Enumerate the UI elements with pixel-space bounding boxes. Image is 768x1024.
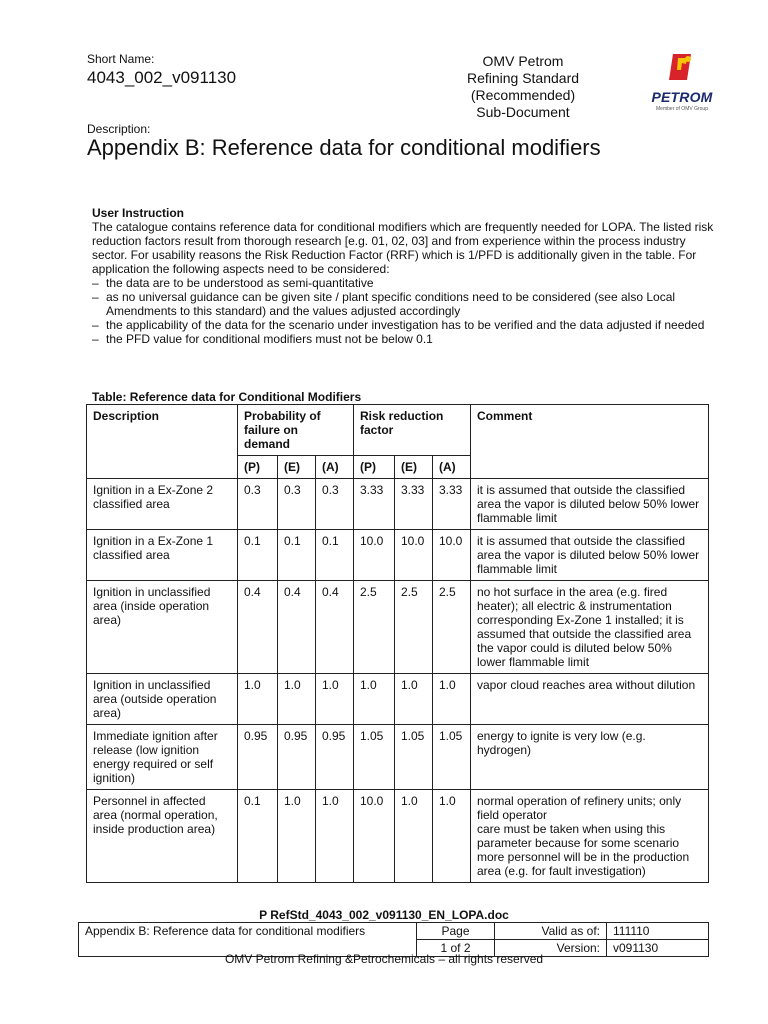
footer-valid-value: 111110 bbox=[607, 923, 709, 940]
footer-title: Appendix B: Reference data for conditional modifiers bbox=[79, 923, 417, 957]
cell-pfd-e: 0.1 bbox=[278, 530, 316, 581]
cell-description: Personnel in affected area (normal operation, inside production area) bbox=[87, 790, 238, 883]
comment-line: care must be taken when using this parameter because for some scenario more personnel will be in the production area (e.g. for fault investigation) bbox=[477, 822, 690, 878]
user-instruction bbox=[92, 206, 714, 346]
cell-rrf-p: 10.0 bbox=[354, 790, 395, 883]
header-pfd: Probability of failure on demand bbox=[238, 405, 354, 456]
cell-pfd-e: 1.0 bbox=[278, 790, 316, 883]
table-row bbox=[87, 725, 709, 790]
cell-pfd-a: 1.0 bbox=[316, 790, 354, 883]
footer-document-name: P RefStd_4043_002_v091130_EN_LOPA.doc bbox=[259, 908, 509, 922]
cell-rrf-p: 2.5 bbox=[354, 581, 395, 674]
org-line: Sub-Document bbox=[476, 104, 570, 120]
footer-page-value: 1 of 2 bbox=[417, 940, 495, 957]
table-row bbox=[87, 581, 709, 674]
cell-pfd-a: 0.4 bbox=[316, 581, 354, 674]
subheader-cell: (E) bbox=[278, 456, 316, 479]
table-row bbox=[87, 674, 709, 725]
cell-comment: vapor cloud reaches area without dilution bbox=[471, 674, 709, 725]
subheader-cell: (E) bbox=[395, 456, 433, 479]
org-line: (Recommended) bbox=[470, 87, 576, 103]
cell-pfd-e: 1.0 bbox=[278, 674, 316, 725]
table-row bbox=[87, 790, 709, 883]
cell-description: Immediate ignition after release (low ignition energy required or self ignition) bbox=[87, 725, 238, 790]
cell-comment bbox=[471, 790, 709, 883]
table-row bbox=[87, 479, 709, 530]
table-header-row bbox=[87, 405, 709, 456]
cell-description: Ignition in unclassified area (inside operation area) bbox=[87, 581, 238, 674]
cell-pfd-p: 0.1 bbox=[238, 530, 278, 581]
subheader-cell: (P) bbox=[238, 456, 278, 479]
cell-rrf-a: 3.33 bbox=[433, 479, 471, 530]
instruction-paragraph: The catalogue contains reference data for conditional modifiers which are frequently needed for LOPA. The listed risk reduction factors result from thorough research [e.g. 01, 02, 03] and from experience within the process industry sector. For usability reasons the Risk Reduction Factor (RRF) which is 1/PFD is additionally given in the table. For application the following aspects need to be considered: bbox=[92, 220, 714, 276]
header-rrf: Risk reduction factor bbox=[354, 405, 471, 456]
petrom-logo-icon bbox=[651, 50, 713, 84]
cell-rrf-a: 2.5 bbox=[433, 581, 471, 674]
footer-rights: OMV Petrom Refining &Petrochemicals – all rights reserved bbox=[224, 952, 544, 966]
cell-pfd-a: 0.1 bbox=[316, 530, 354, 581]
footer-page-label: Page bbox=[417, 923, 495, 940]
cell-rrf-e: 3.33 bbox=[395, 479, 433, 530]
org-line: OMV Petrom bbox=[482, 53, 564, 69]
cell-pfd-p: 0.4 bbox=[238, 581, 278, 674]
header-comment: Comment bbox=[471, 405, 709, 479]
instruction-title: User Instruction bbox=[92, 206, 185, 220]
cell-pfd-e: 0.3 bbox=[278, 479, 316, 530]
footer-version-label: Version: bbox=[495, 940, 607, 957]
cell-rrf-a: 10.0 bbox=[433, 530, 471, 581]
short-name-label: Short Name: bbox=[87, 52, 155, 66]
org-block bbox=[430, 53, 616, 121]
subheader-cell: (A) bbox=[316, 456, 354, 479]
org-line: Refining Standard bbox=[466, 70, 580, 86]
page-title: Appendix B: Reference data for conditional modifiers bbox=[87, 135, 601, 160]
cell-comment: it is assumed that outside the classified area the vapor is diluted below 50% lower flammable limit bbox=[471, 479, 709, 530]
cell-rrf-e: 1.0 bbox=[395, 674, 433, 725]
table-row bbox=[87, 530, 709, 581]
cell-rrf-a: 1.0 bbox=[433, 674, 471, 725]
cell-rrf-a: 1.05 bbox=[433, 725, 471, 790]
cell-pfd-a: 1.0 bbox=[316, 674, 354, 725]
cell-rrf-p: 3.33 bbox=[354, 479, 395, 530]
cell-comment: it is assumed that outside the classified area the vapor is diluted below 50% lower flammable limit bbox=[471, 530, 709, 581]
reference-table bbox=[86, 404, 709, 883]
description-label: Description: bbox=[87, 122, 151, 136]
cell-pfd-p: 0.3 bbox=[238, 479, 278, 530]
cell-rrf-a: 1.0 bbox=[433, 790, 471, 883]
cell-rrf-e: 1.05 bbox=[395, 725, 433, 790]
list-item: – the PFD value for conditional modifiers must not be below 0.1 bbox=[92, 332, 714, 346]
list-item: – as no universal guidance can be given site / plant specific conditions need to be considered (see also Local Amendments to this standard) and the values adjusted accordingly bbox=[92, 290, 714, 318]
comment-line: normal operation of refinery units; only field operator bbox=[477, 794, 682, 822]
cell-rrf-p: 1.05 bbox=[354, 725, 395, 790]
cell-pfd-p: 0.1 bbox=[238, 790, 278, 883]
cell-pfd-a: 0.95 bbox=[316, 725, 354, 790]
short-name-value: 4043_002_v091130 bbox=[87, 68, 237, 87]
cell-comment: no hot surface in the area (e.g. fired heater); all electric & instrumentation corresponding Ex-Zone 1 installed; it is assumed that outside the classified area the vapor could is diluted below 50% lower flammable limit bbox=[471, 581, 709, 674]
cell-pfd-p: 0.95 bbox=[238, 725, 278, 790]
list-item: – the data are to be understood as semi-quantitative bbox=[92, 276, 714, 290]
cell-rrf-p: 1.0 bbox=[354, 674, 395, 725]
instruction-bullets bbox=[92, 276, 714, 346]
cell-rrf-e: 2.5 bbox=[395, 581, 433, 674]
cell-rrf-e: 1.0 bbox=[395, 790, 433, 883]
footer-version-value: v091130 bbox=[607, 940, 709, 957]
list-item: – the applicability of the data for the scenario under investigation has to be verified and the data adjusted if needed bbox=[92, 318, 714, 332]
cell-rrf-p: 10.0 bbox=[354, 530, 395, 581]
cell-description: Ignition in a Ex-Zone 2 classified area bbox=[87, 479, 238, 530]
cell-description: Ignition in a Ex-Zone 1 classified area bbox=[87, 530, 238, 581]
logo-subtext: Member of OMV Group bbox=[656, 106, 708, 112]
logo-wordmark: PETROM bbox=[651, 89, 713, 105]
header-description: Description bbox=[87, 405, 238, 479]
subheader-cell: (P) bbox=[354, 456, 395, 479]
cell-comment: energy to ignite is very low (e.g. hydrogen) bbox=[471, 725, 709, 790]
cell-description: Ignition in unclassified area (outside operation area) bbox=[87, 674, 238, 725]
cell-pfd-p: 1.0 bbox=[238, 674, 278, 725]
table-title: Table: Reference data for Conditional Modifiers bbox=[92, 390, 362, 404]
petrom-logo bbox=[651, 50, 713, 112]
cell-pfd-e: 0.95 bbox=[278, 725, 316, 790]
cell-pfd-e: 0.4 bbox=[278, 581, 316, 674]
footer-valid-label: Valid as of: bbox=[495, 923, 607, 940]
subheader-cell: (A) bbox=[433, 456, 471, 479]
cell-pfd-a: 0.3 bbox=[316, 479, 354, 530]
cell-rrf-e: 10.0 bbox=[395, 530, 433, 581]
